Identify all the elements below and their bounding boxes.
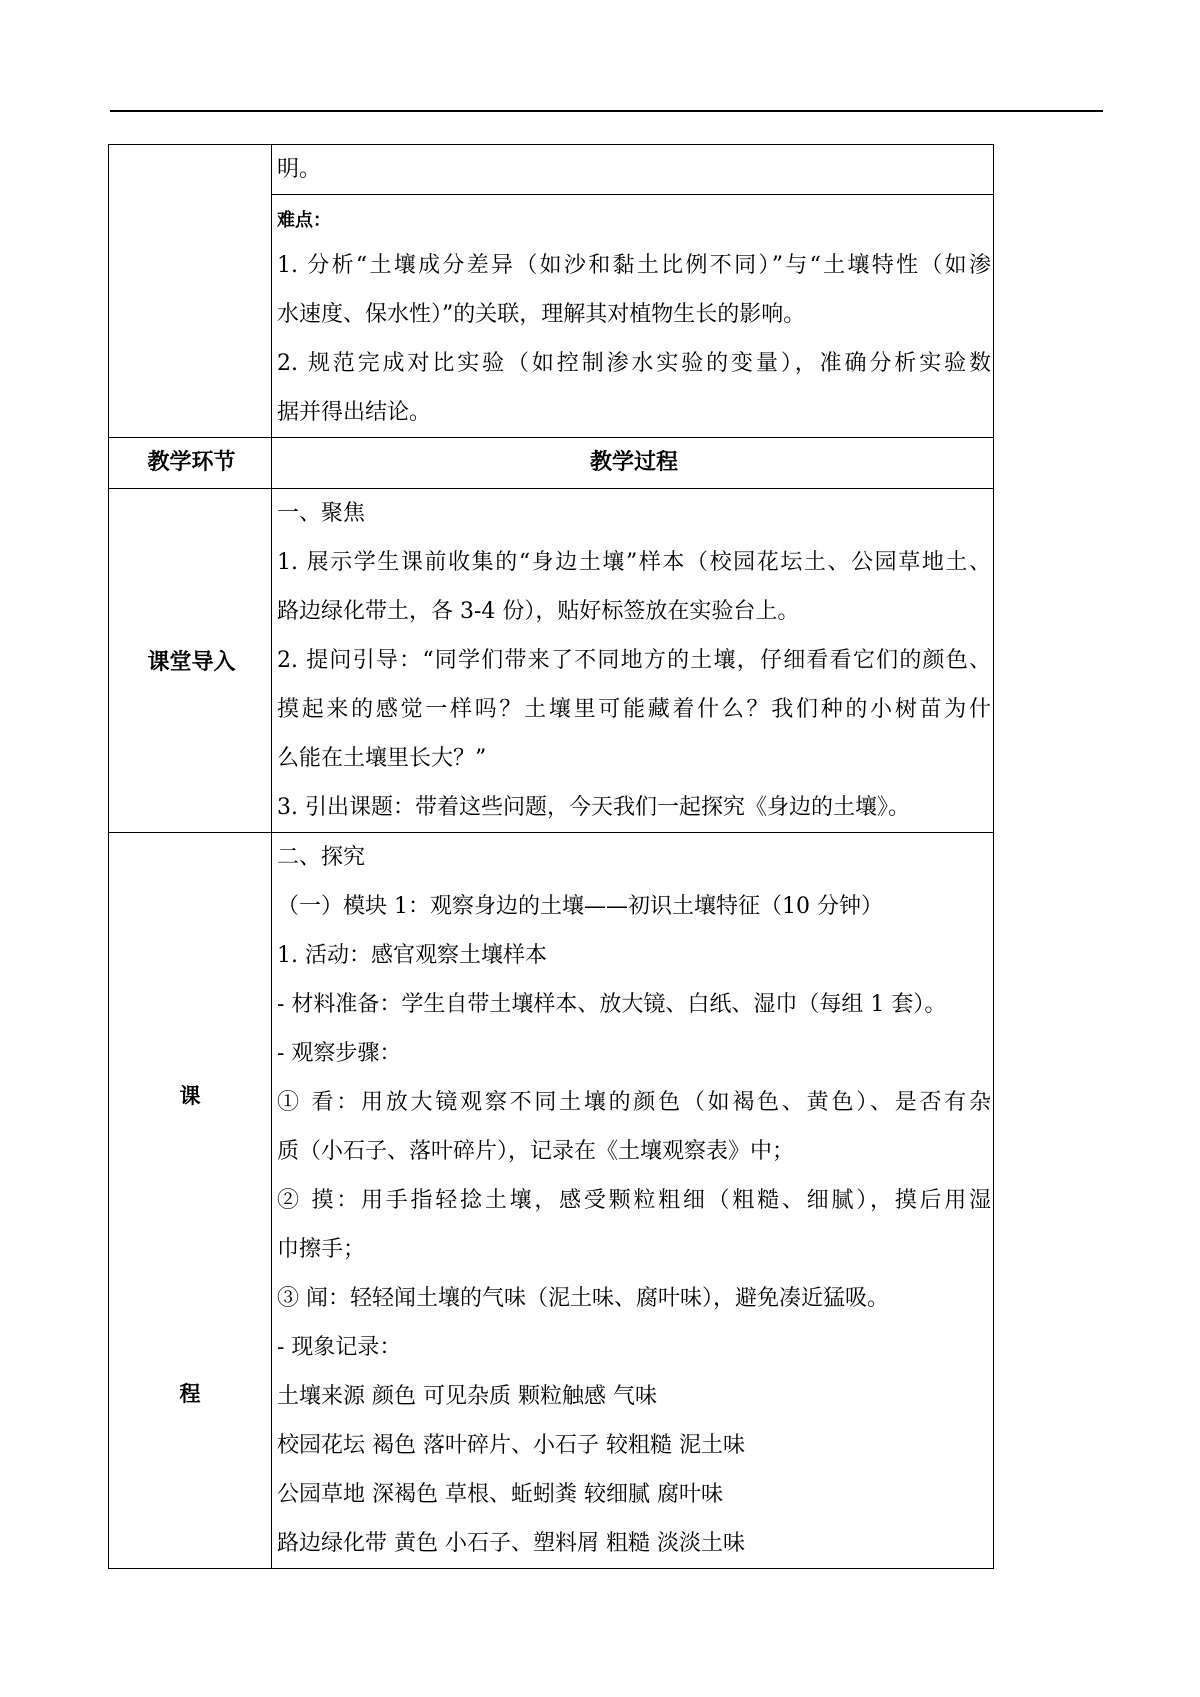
continuation-cell (272, 145, 994, 195)
stage-header: 教学环节 (109, 438, 272, 489)
intro-line: 摸起来的感觉一样吗？土壤里可能藏着什么？我们种的小树苗为什 (277, 697, 991, 722)
observation-row: 路边绿化带 黄色 小石子、塑料屑 粗糙 淡淡土味 (277, 1531, 745, 1556)
header-rule (110, 110, 1103, 112)
process-line: - 观察步骤： (277, 1041, 402, 1066)
difficulty-line: 据并得出结论。 (277, 400, 432, 425)
continuation-row (109, 145, 994, 195)
process-line: - 现象记录： (277, 1335, 402, 1360)
difficulty-line: 1. 分析“土壤成分差异（如沙和黏土比例不同）”与“土壤特性（如渗 (277, 253, 991, 278)
process-line: ① 看：用放大镜观察不同土壤的颜色（如褐色、黄色）、是否有杂 (277, 1090, 991, 1115)
observation-row: 校园花坛 褐色 落叶碎片、小石子 较粗糙 泥土味 (277, 1433, 745, 1458)
observation-table-header: 土壤来源 颜色 可见杂质 颗粒触感 气味 (277, 1384, 657, 1409)
intro-line: 一、聚焦 (277, 501, 366, 526)
intro-line: 路边绿化带土，各 3-4 份），贴好标签放在实验台上。 (277, 599, 800, 624)
process-line: 二、探究 (277, 845, 366, 870)
difficulty-label: 难点： (277, 210, 331, 231)
intro-line: 么能在土壤里长大？” (277, 746, 487, 771)
intro-line: 2. 提问引导：“同学们带来了不同地方的土壤，仔细看看它们的颜色、 (277, 648, 991, 673)
continuation-text: 明。 (277, 157, 322, 182)
empty-label-cell (109, 145, 272, 438)
difficulty-line: 水速度、保水性）”的关联，理解其对植物生长的影响。 (277, 302, 806, 327)
difficulty-line: 2. 规范完成对比实验（如控制渗水实验的变量），准确分析实验数 (277, 351, 991, 376)
table-header-row (109, 438, 994, 489)
intro-line: 1. 展示学生课前收集的“身边土壤”样本（校园花坛土、公园草地土、 (277, 550, 991, 575)
process-header: 教学过程 (272, 438, 994, 489)
intro-row (109, 489, 994, 833)
process-row (109, 833, 994, 1569)
intro-content (272, 489, 994, 833)
process-line: 质（小石子、落叶碎片），记录在《土壤观察表》中； (277, 1139, 795, 1164)
process-label-cell (109, 833, 272, 1569)
difficulty-cell (272, 195, 994, 438)
process-line: ② 摸：用手指轻捻土壤，感受颗粒粗细（粗糙、细腻），摸后用湿 (277, 1188, 991, 1213)
lesson-plan-table (108, 144, 994, 1569)
process-line: 巾擦手； (277, 1237, 366, 1262)
process-label-char: 程 (179, 1382, 201, 1406)
process-line: （一）模块 1：观察身边的土壤——初识土壤特征（10 分钟） (277, 894, 883, 919)
process-line: ③ 闻：轻轻闻土壤的气味（泥土味、腐叶味），避免凑近猛吸。 (277, 1286, 889, 1311)
observation-row: 公园草地 深褐色 草根、蚯蚓粪 较细腻 腐叶味 (277, 1482, 723, 1507)
intro-line: 3. 引出课题：带着这些问题，今天我们一起探究《身边的土壤》。 (277, 795, 910, 820)
process-line: 1. 活动：感官观察土壤样本 (277, 943, 547, 968)
process-label-char: 课 (179, 1084, 201, 1108)
process-content (272, 833, 994, 1569)
process-line: - 材料准备：学生自带土壤样本、放大镜、白纸、湿巾（每组 1 套）。 (277, 992, 947, 1017)
intro-label: 课堂导入 (109, 489, 272, 833)
